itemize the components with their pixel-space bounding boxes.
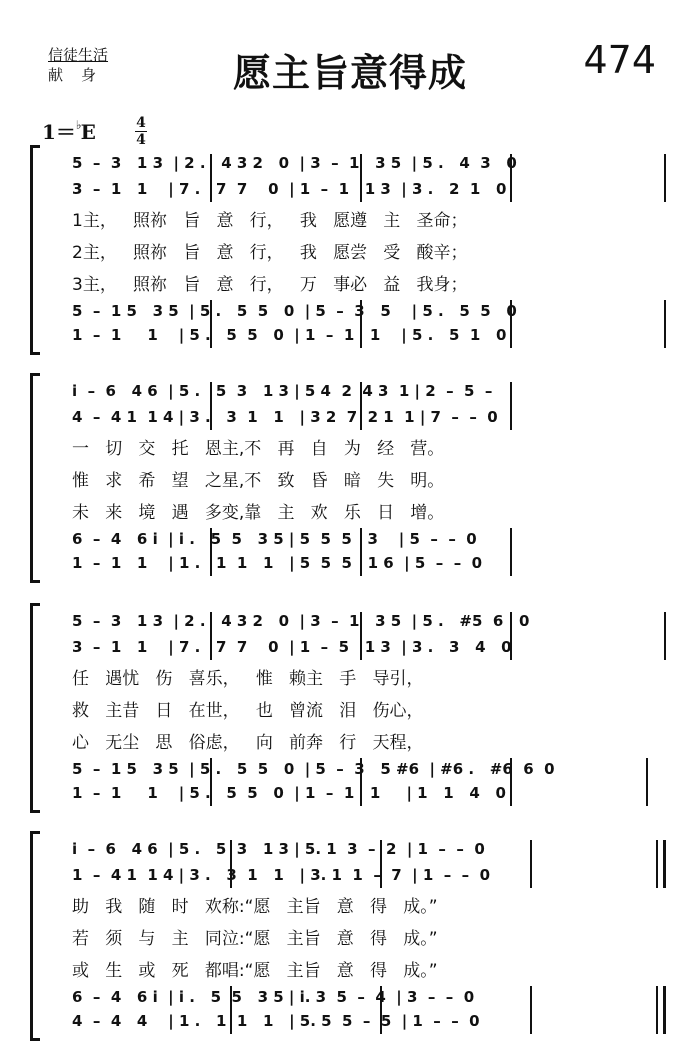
system-brace	[30, 834, 41, 1038]
hymn-title: 愿主旨意得成	[232, 51, 467, 95]
soprano-line: i – 6 4 6 | 5 . 5 3 1 3 | 5 4 2 4 3 1 | 2 – 5 –	[72, 382, 493, 400]
tenor-line: 5 – 1 5 3 5 | 5 . 5 5 0 | 5 – 3 5 | 5 . 5 5 0	[72, 302, 517, 320]
verse-3-lyric: 心 无尘 思 俗虑， 向 前奔 行 天程，	[72, 733, 424, 753]
time-sig-bottom: 4	[136, 132, 146, 148]
flat-sign: ♭	[75, 118, 82, 133]
soprano-line: 5 – 3 1 3 | 2 . 4 3 2 0 | 3 – 1 3 5 | 5 . #5 6 0	[72, 612, 530, 630]
verse-1-lyric: 任 遇忧 伤 喜乐， 惟 赖主 手 导引，	[72, 669, 424, 689]
category-line2: 献身	[48, 66, 115, 84]
soprano-line: 5 – 3 1 3 | 2 . 4 3 2 0 | 3 – 1 3 5 | 5 . 4 3 0	[72, 154, 517, 172]
score-system-2	[30, 376, 670, 580]
verse-2-lyric: 若 须 与 主 同泣:“愿 主旨 意 得 成。”	[72, 929, 438, 949]
system-brace	[30, 148, 41, 352]
hymn-number: 474	[583, 38, 656, 82]
tenor-line: 6 – 4 6 i | i . 5 5 3 5 | i. 3 5 – 4 | 3 – – 0	[72, 988, 475, 1006]
system-brace	[30, 606, 41, 810]
score-system-1	[30, 148, 670, 352]
alto-line: 3 – 1 1 | 7 . 7 7 0 | 1 – 5 1 3 | 3 . 3 4 0	[72, 638, 512, 656]
verse-2-lyric: 惟 求 希 望 之星,不 致 昏 暗 失 明。	[72, 471, 445, 491]
tenor-line: 6 – 4 6 i | i . 5 5 3 5 | 5 5 5 3 | 5 – – 0	[72, 530, 477, 548]
bass-line: 1 – 1 1 | 5 . 5 5 0 | 1 – 1 1 | 1 1 4 0	[72, 784, 506, 802]
alto-line: 1 – 4 1 1 4 | 3 . 3 1 1 | 3. 1 1 – 7 | 1 – – 0	[72, 866, 491, 884]
verse-1-lyric: 助 我 随 时 欢称:“愿 主旨 意 得 成。”	[72, 897, 438, 917]
category-line1: 信徒生活	[48, 46, 109, 64]
soprano-line: i – 6 4 6 | 5 . 5 3 1 3 | 5. 1 3 – 2 | 1 – – 0	[72, 840, 485, 858]
key-prefix: 1＝	[42, 120, 76, 144]
verse-2-lyric: 救 主昔 日 在世， 也 曾流 泪 伤心，	[72, 701, 424, 721]
verse-3-lyric: 3主， 照祢 旨 意 行， 万 事必 益 我身；	[72, 275, 468, 295]
score-system-4	[30, 834, 670, 1038]
time-signature	[135, 116, 147, 147]
verse-1-lyric: 一 切 交 托 恩主,不 再 自 为 经 营。	[72, 439, 445, 459]
alto-line: 4 – 4 1 1 4 | 3 . 3 1 1 | 3 2 7 2 1 1 | 7 – – 0	[72, 408, 498, 426]
bass-line: 1 – 1 1 | 1 . 1 1 1 | 5 5 5 1 6 | 5 – – 0	[72, 554, 483, 572]
alto-line: 3 – 1 1 | 7 . 7 7 0 | 1 – 1 1 3 | 3 . 2 1 0	[72, 180, 507, 198]
key-signature	[42, 116, 96, 145]
score-system-3	[30, 606, 670, 810]
system-brace	[30, 376, 41, 580]
bass-line: 4 – 4 4 | 1 . 1 1 1 | 5. 5 5 – 5 | 1 – – 0	[72, 1012, 480, 1030]
verse-2-lyric: 2主， 照祢 旨 意 行， 我 愿尝 受 酸辛；	[72, 243, 468, 263]
key-letter: E	[80, 120, 96, 144]
time-sig-top: 4	[136, 115, 146, 131]
bass-line: 1 – 1 1 | 5 . 5 5 0 | 1 – 1 1 | 5 . 5 1 0	[72, 326, 507, 344]
verse-1-lyric: 1主， 照祢 旨 意 行， 我 愿遵 主 圣命；	[72, 211, 468, 231]
tenor-line: 5 – 1 5 3 5 | 5 . 5 5 0 | 5 – 3 5 #6 | #6 . #6 6 0	[72, 760, 555, 778]
verse-3-lyric: 未 来 境 遇 多变,靠 主 欢 乐 日 增。	[72, 503, 445, 523]
verse-3-lyric: 或 生 或 死 都唱:“愿 主旨 意 得 成。”	[72, 961, 438, 981]
